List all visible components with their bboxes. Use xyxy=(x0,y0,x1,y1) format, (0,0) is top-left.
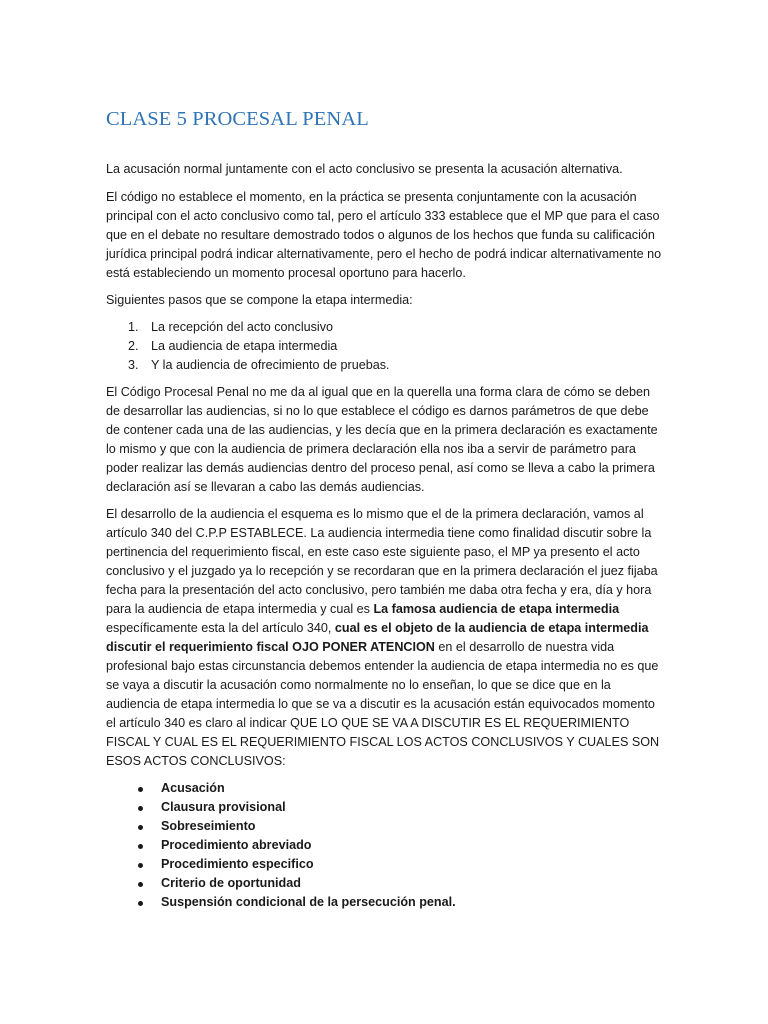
document-body xyxy=(106,160,666,912)
list-item xyxy=(106,893,666,912)
paragraph-hearing xyxy=(106,505,666,771)
text-run: específicamente esta la del artículo 340, xyxy=(106,621,335,635)
bold-text-run: cual es el objeto de la audiencia de etapa intermedia discutir el requerimiento fiscal OJO PONER ATENCION xyxy=(106,621,649,654)
list-item xyxy=(106,855,666,874)
bold-text-run: La famosa audiencia de etapa intermedia xyxy=(373,602,620,616)
list-item-text: Clausura provisional xyxy=(161,800,286,814)
list-item-text: Suspensión condicional de la persecución penal. xyxy=(161,895,456,909)
paragraph-steps-intro: Siguientes pasos que se compone la etapa intermedia: xyxy=(106,293,413,307)
document-title: CLASE 5 PROCESAL PENAL xyxy=(106,108,369,130)
list-item-text: La audiencia de etapa intermedia xyxy=(151,339,338,353)
list-item xyxy=(106,337,666,356)
list-item-text: Acusación xyxy=(161,781,225,795)
list-item xyxy=(106,779,666,798)
bullet-icon xyxy=(138,844,143,849)
bullet-icon xyxy=(138,787,143,792)
list-item xyxy=(106,874,666,893)
paragraph-procedural-code: El Código Procesal Penal no me da al igual que en la querella una forma clara de cómo se deben de desarrollar las audiencias, si no lo que establece el código es darnos parámetros de que debe de contener cada una de las audiencias, y les decía que en la primera declaración es exactamente lo mismo y que con la audiencia de primera declaración ella nos iba a servir de parámetro para poder realizar las demás audiencias dentro del proceso penal, así como se lleva a cabo la primera declaración así se llevaran a cabo las demás audiencias. xyxy=(106,385,658,494)
bullet-icon xyxy=(138,806,143,811)
text-run: El desarrollo de la audiencia el esquema es lo mismo que el de la primera declaración, vamos al artículo 340 del C.P.P ESTABLECE. La audiencia intermedia tiene como finalidad discutir sobre la pertinencia del requerimiento fiscal, en este caso este siguiente paso, el MP ya presento el acto conclusivo y el juzgado ya lo recepción y se recordaran que en la primera declaración el juez fijaba fecha para la presentación del acto conclusivo, pero también me daba otra fecha y era, día y hora para la audiencia de etapa intermedia y cual es xyxy=(106,507,658,616)
list-item xyxy=(106,798,666,817)
paragraph-code: El código no establece el momento, en la práctica se presenta conjuntamente con la acusación principal con el acto conclusivo como tal, pero el artículo 333 establece que el MP que para el caso que en el debate no resultare demostrado todos o algunos de los hechos que funda su calificación jurídica principal podrá indicar alternativamente, pero el hecho de podrá indicar alternativamente no está estableciendo un momento procesal oportuno para hacerlo. xyxy=(106,190,662,280)
list-item xyxy=(106,817,666,836)
list-number: 3. xyxy=(128,358,139,372)
list-item-text: Criterio de oportunidad xyxy=(161,876,301,890)
list-item-text: Procedimiento abreviado xyxy=(161,838,312,852)
bullet-icon xyxy=(138,825,143,830)
list-item-text: Procedimiento especifico xyxy=(161,857,314,871)
text-run: en el desarrollo de nuestra vida profesional bajo estas circunstancia debemos entender la audiencia de etapa intermedia no es que se vaya a discutir la acusación como normalmente no lo enseñan, lo que se dice que en la audiencia de etapa intermedia lo que se va a discutir es la acusación están equivocados momento el artículo 340 es claro al indicar QUE LO QUE SE VA A DISCUTIR ES EL REQUERIMIENTO FISCAL Y CUAL ES EL REQUERIMIENTO FISCAL LOS ACTOS CONCLUSIVOS Y CUALES SON ESOS ACTOS CONCLUSIVOS: xyxy=(106,640,660,768)
steps-list xyxy=(106,318,666,375)
list-item xyxy=(106,318,666,337)
list-item-text: Y la audiencia de ofrecimiento de pruebas. xyxy=(151,358,390,372)
bullet-icon xyxy=(138,901,143,906)
list-number: 2. xyxy=(128,339,139,353)
list-number: 1. xyxy=(128,320,139,334)
list-item-text: Sobreseimiento xyxy=(161,819,256,833)
list-item xyxy=(106,836,666,855)
paragraph-intro: La acusación normal juntamente con el acto conclusivo se presenta la acusación alternativa. xyxy=(106,162,623,176)
bullet-icon xyxy=(138,882,143,887)
list-item xyxy=(106,356,666,375)
acts-list xyxy=(106,779,666,912)
bullet-icon xyxy=(138,863,143,868)
list-item-text: La recepción del acto conclusivo xyxy=(151,320,334,334)
